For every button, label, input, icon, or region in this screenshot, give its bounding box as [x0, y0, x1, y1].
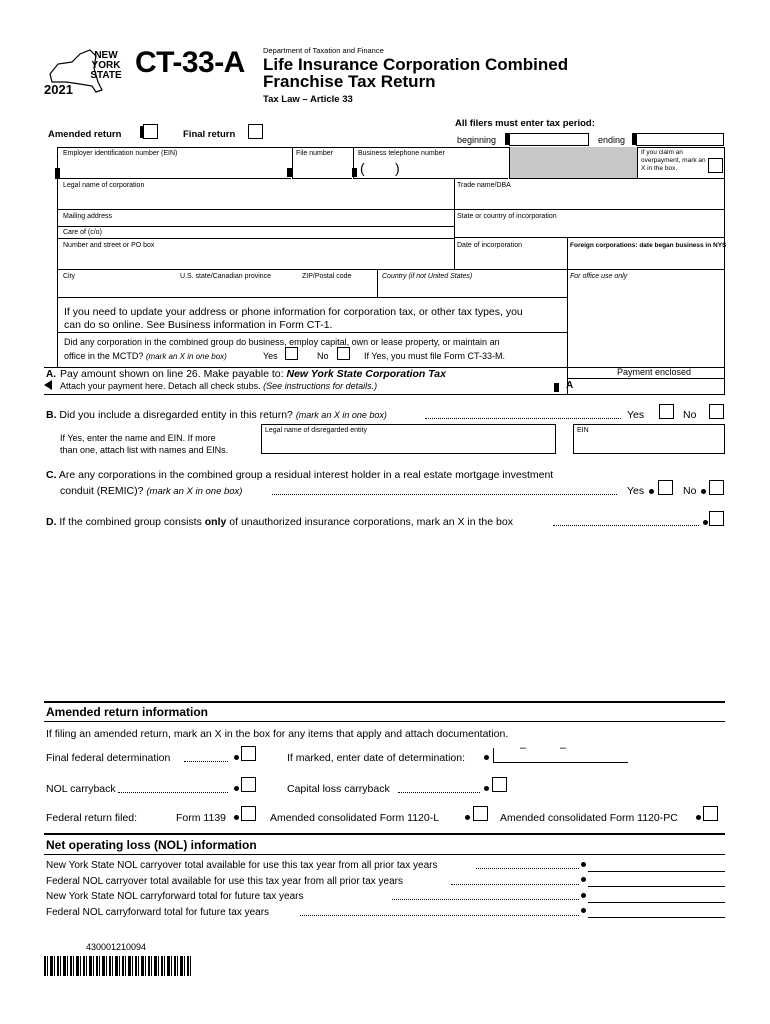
ein-label: Employer identification number (EIN) [63, 150, 178, 157]
section-c-no-bullet [701, 489, 706, 494]
date-sep2: – [560, 742, 567, 754]
form-1120pc-label: Amended consolidated Form 1120-PC [500, 812, 678, 824]
form-1120pc-checkbox[interactable] [703, 806, 718, 821]
payment-enclosed-input[interactable] [578, 380, 724, 394]
payment-line1: Pay amount shown on line 26. Make payable to: [60, 368, 284, 380]
capital-loss-bullet [484, 786, 489, 791]
overpayment-checkbox[interactable] [708, 158, 723, 173]
title-line1: Life Insurance Corporation Combined [263, 55, 569, 74]
form-1120l-bullet [465, 815, 470, 820]
tax-law: Tax Law – Article 33 [263, 94, 353, 105]
section-b-yes-label: Yes [627, 409, 645, 421]
zip-label: ZIP/Postal code [302, 273, 352, 280]
file-number-label: File number [296, 150, 333, 157]
arrow-left-icon [44, 380, 52, 390]
amended-return-label: Amended return [48, 129, 122, 140]
date-sep1: – [520, 742, 527, 754]
country-label: Country (if not United States) [382, 273, 473, 280]
beginning-label: beginning [457, 135, 497, 145]
ending-label: ending [598, 135, 626, 145]
mctd-yes-label: Yes [263, 351, 278, 361]
overpayment-note: If you claim an overpayment, mark an X in the box. [641, 149, 706, 172]
city-label: City [63, 273, 76, 280]
disregarded-ein-label: EIN [577, 427, 589, 434]
nol-row-3: New York State NOL carryforward total for future tax years [46, 891, 304, 902]
nol-amount-input-4[interactable] [588, 903, 725, 918]
office-use-label: For office use only [570, 273, 628, 280]
mctd-line1: Did any corporation in the combined group do business, employ capital, own or lease property, or maintain an [64, 337, 500, 347]
mctd-no-checkbox[interactable] [337, 347, 350, 360]
nol-amount-input-1[interactable] [588, 856, 725, 872]
nol-row-2: Federal NOL carryover total available for use this tax year from all prior tax years [46, 875, 403, 887]
disregarded-name-label: Legal name of disregarded entity [265, 427, 367, 434]
amended-instruction: If filing an amended return, mark an X in the box for any items that apply and attach documentation. [46, 728, 509, 740]
phone-label: Business telephone number [358, 150, 445, 157]
section-b-no-checkbox[interactable] [709, 404, 724, 419]
street-label: Number and street or PO box [63, 242, 155, 249]
final-return-label: Final return [183, 129, 236, 140]
disregarded-ein-input[interactable] [573, 424, 725, 454]
section-d-only: only [204, 516, 227, 528]
amended-heading: Amended return information [46, 705, 209, 719]
state-line1: NEW [94, 50, 118, 61]
form-number: CT-33-A [135, 46, 245, 79]
state-line3: STATE [90, 70, 122, 81]
title-line2: Franchise Tax Return [263, 72, 436, 91]
mctd-no-label: No [317, 351, 329, 361]
mctd-yes-checkbox[interactable] [285, 347, 298, 360]
nol-carryback-label: NOL carryback [46, 783, 116, 795]
nol-row4-bullet [581, 908, 586, 913]
legal-name-label: Legal name of corporation [63, 182, 145, 189]
state-inc-label: State or country of incorporation [457, 213, 557, 220]
form-1120l-label: Amended consolidated Form 1120-L [270, 812, 440, 824]
payment-enclosed-label: Payment enclosed [617, 367, 692, 377]
mctd-mark: (mark an X in one box) [145, 352, 227, 361]
payment-note: (See instructions for details.) [263, 381, 378, 391]
update-line2: can do so online. See Business information in Form CT-1. [64, 319, 333, 331]
nol-row2-bullet [581, 877, 586, 882]
section-c-line2: conduit (REMIC)? [60, 485, 144, 497]
section-d-text-post: of unauthorized insurance corporations, mark an X in the box [229, 516, 513, 528]
period-ending-input[interactable] [636, 133, 724, 146]
shaded-area [509, 147, 637, 179]
state-prov-label: U.S. state/Canadian province [180, 273, 272, 280]
amended-return-checkbox[interactable] [143, 124, 158, 139]
period-beginning-input[interactable] [509, 133, 589, 146]
fed-filed-label: Federal return filed: [46, 812, 138, 824]
nol-amount-input-2[interactable] [588, 872, 725, 887]
section-c-line1: Are any corporations in the combined group a residual interest holder in a real estate mortgage investment [58, 469, 554, 481]
section-b-mark: (mark an X in one box) [295, 410, 387, 420]
mctd-line2: office in the MCTD? [64, 351, 144, 361]
section-b-label: B. [46, 409, 57, 421]
phone-close: ) [395, 160, 400, 176]
section-c-mark: (mark an X in one box) [146, 486, 243, 497]
section-b-if-yes2: than one, attach list with names and EINs. [60, 445, 229, 455]
mctd-note: If Yes, you must file Form CT-33-M. [364, 351, 506, 361]
section-d-checkbox[interactable] [709, 511, 724, 526]
section-b-if-yes1: If Yes, enter the name and EIN. If more [60, 433, 216, 443]
section-b-yes-checkbox[interactable] [659, 404, 674, 419]
mailing-label: Mailing address [63, 213, 113, 220]
final-federal-bullet [234, 755, 239, 760]
capital-loss-checkbox[interactable] [492, 777, 507, 792]
nol-amount-input-3[interactable] [588, 887, 725, 903]
form-1139-bullet [234, 815, 239, 820]
section-b-question: Did you include a disregarded entity in this return? [59, 409, 293, 421]
update-line1: If you need to update your address or phone information for corporation tax, or other tax types, you [64, 306, 523, 318]
phone-open: ( [360, 160, 365, 176]
section-d-label: D. [46, 516, 57, 528]
payment-payee: New York State Corporation Tax [286, 368, 446, 380]
barcode-number: 430001210094 [86, 942, 147, 952]
foreign-label: Foreign corporations: date began business in NYS [570, 242, 727, 249]
nol-row-4: Federal NOL carryforward total for future tax years [46, 906, 270, 918]
payment-box-a: A [566, 380, 574, 391]
care-of-label: Care of (c/o) [63, 229, 102, 236]
department: Department of Taxation and Finance [263, 46, 384, 55]
if-marked-label: If marked, enter date of determination: [287, 752, 466, 764]
nol-heading: Net operating loss (NOL) information [46, 838, 257, 852]
final-return-checkbox[interactable] [248, 124, 263, 139]
section-b-no-label: No [683, 409, 697, 421]
form-1120l-checkbox[interactable] [473, 806, 488, 821]
determination-date-input[interactable] [493, 762, 628, 763]
section-c-yes-label: Yes [627, 485, 645, 497]
form-1139-checkbox[interactable] [241, 806, 256, 821]
nol-row-1: New York State NOL carryover total available for use this tax year from all prior tax years [46, 860, 438, 871]
section-d-text-pre: If the combined group consists [59, 516, 202, 528]
nol-carryback-checkbox[interactable] [241, 777, 256, 792]
final-federal-checkbox[interactable] [241, 746, 256, 761]
date-inc-label: Date of incorporation [457, 242, 522, 249]
section-c-no-checkbox[interactable] [709, 480, 724, 495]
barcode [44, 956, 192, 976]
section-c-yes-checkbox[interactable] [658, 480, 673, 495]
payment-line2: Attach your payment here. Detach all check stubs. [60, 381, 261, 391]
section-c-label: C. [46, 469, 57, 481]
section-c-no-label: No [683, 485, 697, 497]
nol-row3-bullet [581, 893, 586, 898]
section-d-bullet [703, 520, 708, 525]
trade-name-label: Trade name/DBA [457, 182, 511, 189]
final-federal-label: Final federal determination [46, 752, 171, 764]
if-marked-bullet [484, 755, 489, 760]
nol-row1-bullet [581, 862, 586, 867]
form-1139-label: Form 1139 [176, 812, 226, 824]
state-line2: YORK [91, 60, 121, 71]
nol-carryback-bullet [234, 786, 239, 791]
section-c-yes-bullet [649, 489, 654, 494]
capital-loss-label: Capital loss carryback [287, 783, 390, 795]
tax-period-label: All filers must enter tax period: [455, 118, 595, 129]
form-year: 2021 [44, 82, 73, 97]
form-1120pc-bullet [696, 815, 701, 820]
payment-label-a: A. [46, 369, 56, 380]
